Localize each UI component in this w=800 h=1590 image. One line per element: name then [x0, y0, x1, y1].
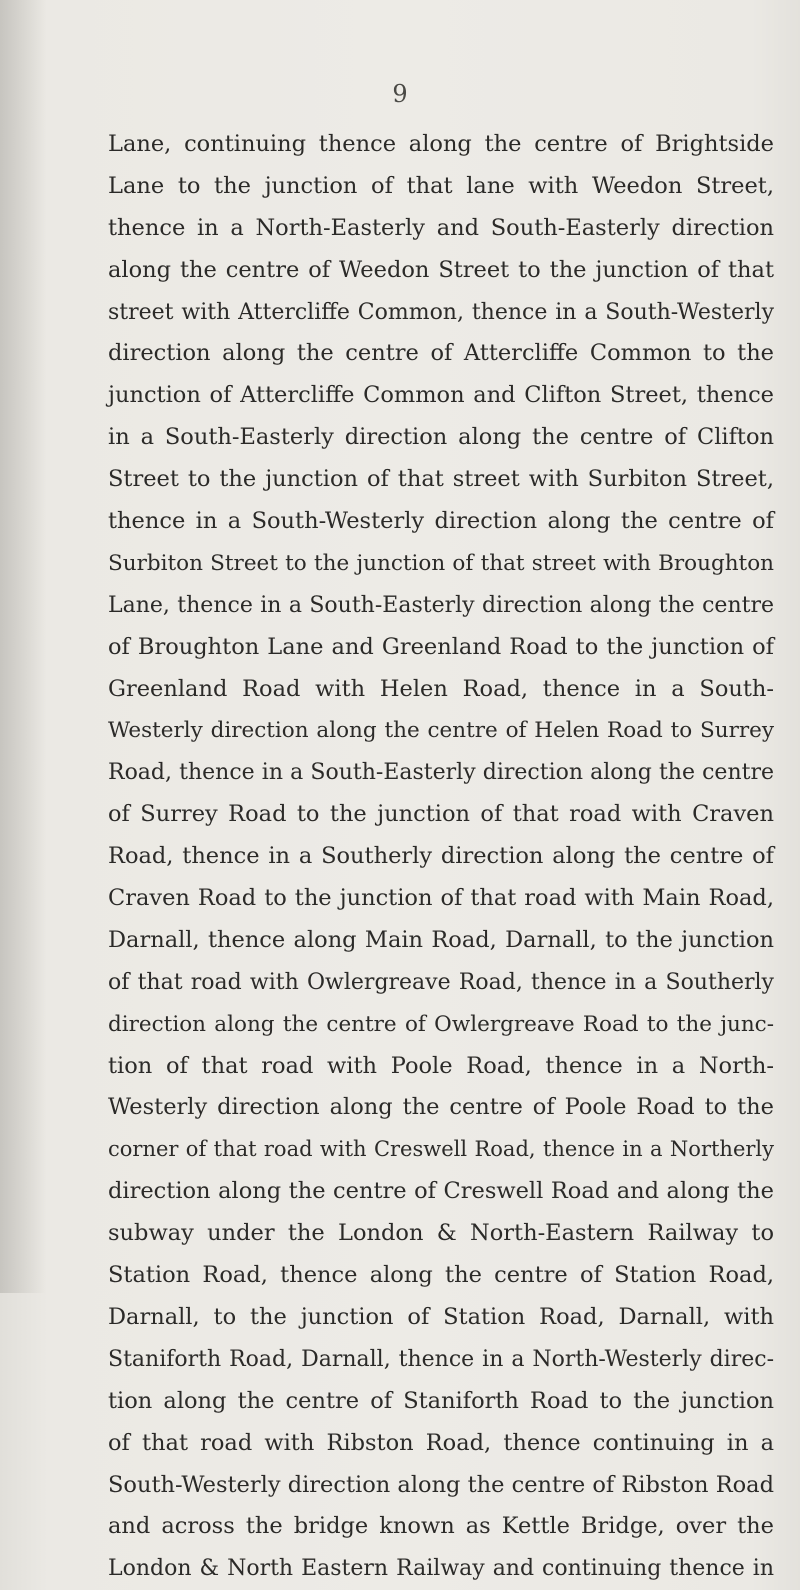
text-line: Darnall, thence along Main Road, Darnall, to the junction [108, 926, 774, 953]
body-text [108, 124, 774, 1590]
page-number: 9 [392, 80, 408, 108]
text-line: Street to the junction of that street with Surbiton Street, [108, 466, 774, 493]
text-line: thence in a South-Westerly direction along the centre of [108, 508, 774, 535]
text-line: street with Attercliffe Common, thence in a South-Westerly [108, 299, 774, 325]
text-line: Lane to the junction of that lane with Weedon Street, [108, 172, 774, 199]
text-line: Darnall, to the junction of Station Road, Darnall, with [108, 1303, 774, 1330]
text-line: along the centre of Weedon Street to the junction of that [108, 256, 774, 283]
text-line: thence in a North-Easterly and South-Easterly direction [108, 214, 774, 241]
text-line: South-Westerly direction along the centre of Ribston Road [108, 1471, 774, 1498]
text-line: Road, thence in a Southerly direction along the centre of [108, 843, 774, 870]
text-line: Road, thence in a South-Easterly direction along the centre [108, 760, 774, 786]
text-line: direction along the centre of Creswell Road and along the [108, 1178, 774, 1205]
text-line: Surbiton Street to the junction of that street with Broughton [108, 550, 774, 576]
text-line: London & North Eastern Railway and continuing thence in [108, 1556, 774, 1582]
text-line: of that road with Ribston Road, thence continuing in a [108, 1429, 774, 1456]
text-line: direction along the centre of Owlergreave Road to the junc- [108, 1011, 774, 1037]
text-line: of Surrey Road to the junction of that road with Craven [108, 801, 774, 828]
text-line: and across the bridge known as Kettle Bridge, over the [108, 1513, 774, 1540]
text-line: of that road with Owlergreave Road, thence in a Southerly [108, 969, 774, 995]
text-line: of Broughton Lane and Greenland Road to the junction of [108, 633, 774, 660]
text-line: subway under the London & North-Eastern Railway to [108, 1220, 774, 1247]
text-line: Greenland Road with Helen Road, thence in a South- [108, 675, 774, 702]
text-line: Lane, continuing thence along the centre of Brightside [108, 131, 774, 157]
text-line: Lane, thence in a South-Easterly direction along the centre [108, 592, 774, 618]
text-line: Craven Road to the junction of that road with Main Road, [108, 885, 774, 912]
text-line: tion along the centre of Staniforth Road to the junction [108, 1387, 774, 1414]
text-line: junction of Attercliffe Common and Clifton Street, thence [108, 382, 774, 409]
text-line: Staniforth Road, Darnall, thence in a North-Westerly direc- [108, 1346, 774, 1372]
text-line: Station Road, thence along the centre of Station Road, [108, 1262, 774, 1289]
text-line: in a South-Easterly direction along the centre of Clifton [108, 424, 774, 451]
text-line: direction along the centre of Attercliffe Common to the [108, 340, 774, 367]
text-line: Westerly direction along the centre of Poole Road to the [108, 1094, 774, 1121]
text-line: Westerly direction along the centre of Helen Road to Surrey [108, 718, 774, 744]
text-line: corner of that road with Creswell Road, thence in a Northerly [108, 1137, 774, 1162]
text-line: tion of that road with Poole Road, thence in a North- [108, 1052, 774, 1079]
page-edge-shadow [0, 0, 46, 1293]
